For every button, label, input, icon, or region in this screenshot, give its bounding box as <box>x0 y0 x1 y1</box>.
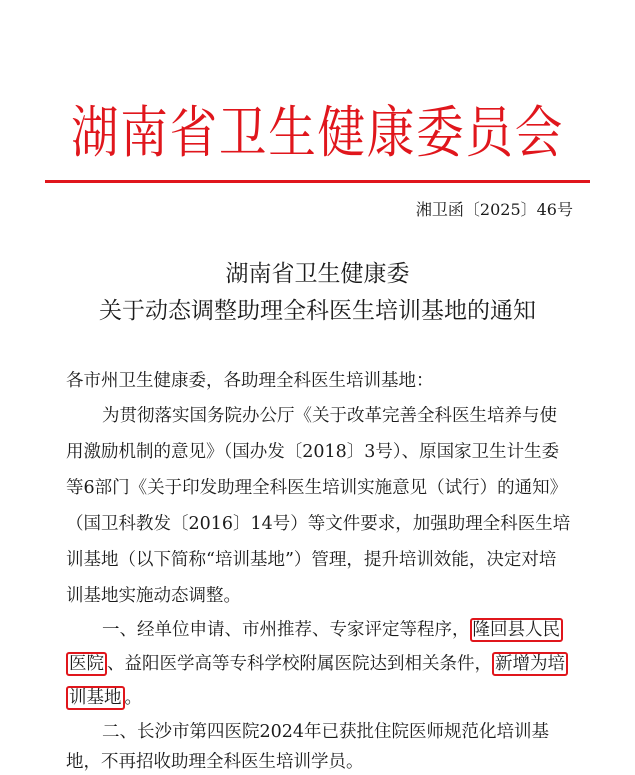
paragraph-line: 为贯彻落实国务院办公厅《关于改革完善全科医生培养与使 <box>102 406 557 426</box>
red-divider-line <box>45 180 590 183</box>
highlighted-hospital-name: 隆回县人民 <box>470 618 564 642</box>
highlighted-new-base-cont: 训基地 <box>66 686 125 710</box>
paragraph-line: （国卫科教发〔2016〕14号）等文件要求，加强助理全科医生培 <box>66 514 571 534</box>
issuing-authority-masthead: 湖南省卫生健康委员会 <box>71 101 564 166</box>
salutation: 各市州卫生健康委，各助理全科医生培训基地： <box>66 371 434 391</box>
paragraph-line: 训基地实施动态调整。 <box>66 586 241 606</box>
highlighted-new-base: 新增为培 <box>492 652 568 676</box>
document-title-line-1: 湖南省卫生健康委 <box>225 261 410 287</box>
paragraph-line: 训基地（以下简称“培训基地”）管理，提升培训效能，决定对培 <box>66 550 557 570</box>
paragraph-line <box>66 651 568 677</box>
paragraph-line: 用激励机制的意见》（国办发〔2018〕3号）、原国家卫生计生委 <box>66 442 560 462</box>
highlighted-hospital-name-cont: 医院 <box>66 652 107 676</box>
paragraph-text: 一、经单位申请、市州推荐、专家评定等程序， <box>102 620 470 640</box>
document-number: 湘卫函〔2025〕46号 <box>415 200 573 219</box>
paragraph-text: 。 <box>124 688 142 708</box>
paragraph-line: 地，不再招收助理全科医生培训学员。 <box>66 752 364 772</box>
paragraph-text: 、益阳医学高等专科学校附属医院达到相关条件， <box>107 654 492 674</box>
document-title-line-2: 关于动态调整助理全科医生培训基地的通知 <box>99 298 536 324</box>
paragraph-line: 二、长沙市第四医院2024年已获批住院医师规范化培训基 <box>102 722 550 742</box>
paragraph-line <box>66 685 142 711</box>
paragraph-line: 等6部门《关于印发助理全科医生培训实施意见（试行）的通知》 <box>66 478 568 498</box>
paragraph-line <box>102 617 563 643</box>
